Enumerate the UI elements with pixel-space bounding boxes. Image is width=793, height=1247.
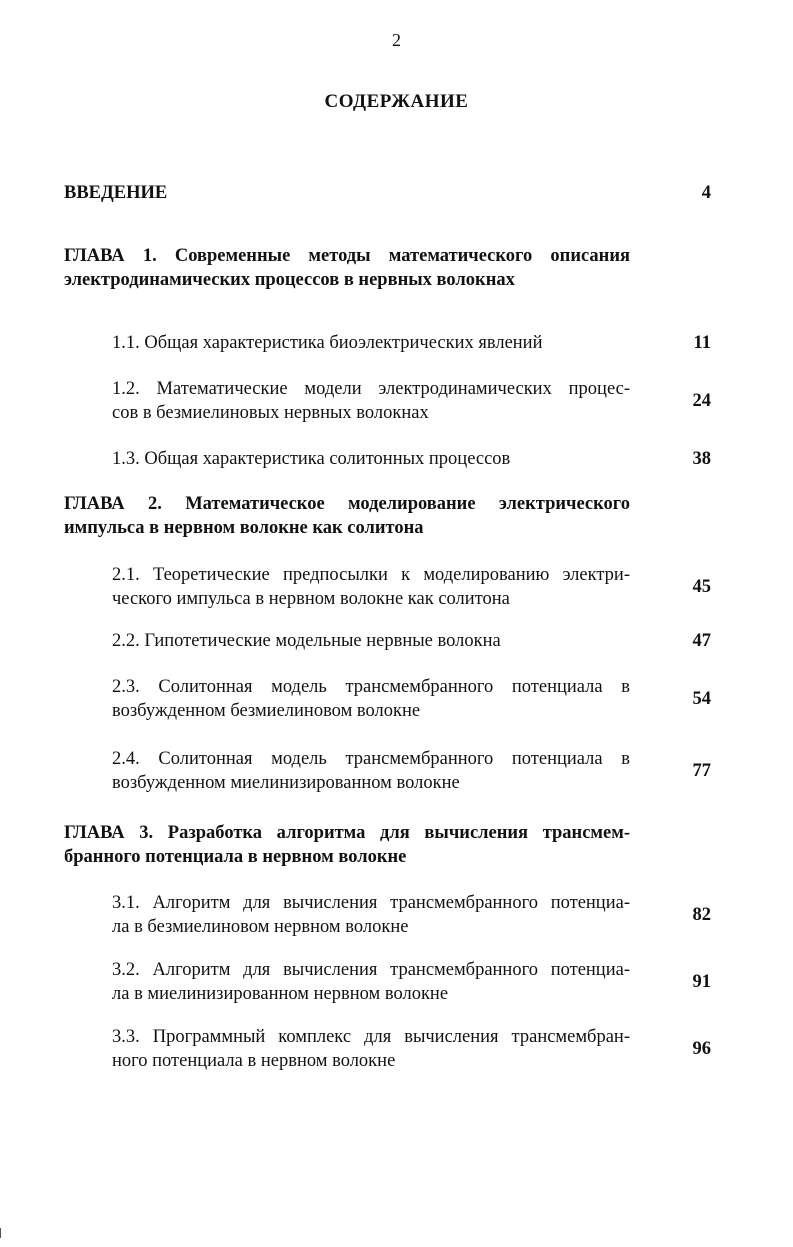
toc-entry-1-2 — [112, 377, 711, 425]
section-2-2-text: 2.2. Гипотетические модельные нервные волокна — [112, 631, 501, 651]
section-3-3-line-1: 3.3. Программный комплекс для вычисления трансмембран- — [112, 1027, 630, 1047]
toc-entry-2-3 — [112, 675, 711, 723]
section-2-1-line-1: 2.1. Теоретические предпосылки к моделированию электри- — [112, 565, 630, 585]
section-1-1-text: 1.1. Общая характеристика биоэлектрических явлений — [112, 333, 543, 353]
chapter-1-title-line-2: электродинамических процессов в нервных волокнах — [64, 270, 515, 290]
section-3-1-page: 82 — [692, 905, 711, 925]
section-3-1-line-2: ла в безмиелиновом нервном волокне — [112, 917, 409, 937]
section-2-4-page: 77 — [692, 761, 711, 781]
toc-entry-1-1 — [112, 331, 711, 355]
section-2-3-line-1: 2.3. Солитонная модель трансмембранного потенциала в — [112, 677, 630, 697]
chapter-3-title-line-1: ГЛАВА 3. Разработка алгоритма для вычисления трансмем- — [64, 823, 630, 843]
intro-title: ВВЕДЕНИЕ — [64, 183, 168, 203]
section-3-2-page: 91 — [692, 972, 711, 992]
section-2-1-page: 45 — [692, 577, 711, 597]
chapter-1-title-line-1: ГЛАВА 1. Современные методы математического описания — [64, 246, 630, 266]
section-2-4-line-1: 2.4. Солитонная модель трансмембранного потенциала в — [112, 749, 630, 769]
section-1-3-page: 38 — [692, 449, 711, 469]
toc-entry-3-2 — [112, 958, 711, 1006]
intro-page: 4 — [701, 183, 711, 203]
section-2-2-page: 47 — [692, 631, 711, 651]
section-3-3-line-2: ного потенциала в нервном волокне — [112, 1051, 396, 1071]
section-1-3-text: 1.3. Общая характеристика солитонных процессов — [112, 449, 511, 469]
page-number: 2 — [392, 30, 401, 50]
section-1-2-line-1: 1.2. Математические модели электродинамических процес- — [112, 379, 630, 399]
chapter-2-title-line-1: ГЛАВА 2. Математическое моделирование электрического — [64, 494, 630, 514]
toc-entry-3-3 — [112, 1025, 711, 1073]
chapter-1-heading — [64, 244, 630, 292]
section-2-1-line-2: ческого импульса в нервном волокне как солитона — [112, 589, 510, 609]
toc-entry-3-1 — [112, 891, 711, 939]
section-3-2-line-2: ла в миелинизированном нервном волокне — [112, 984, 449, 1004]
chapter-2-title-line-2: импульса в нервном волокне как солитона — [64, 518, 424, 538]
chapter-3-heading — [64, 821, 630, 869]
section-3-3-page: 96 — [692, 1039, 711, 1059]
section-1-2-line-2: сов в безмиелиновых нервных волокнах — [112, 403, 429, 423]
toc-entry-2-2 — [112, 629, 711, 653]
section-3-2-line-1: 3.2. Алгоритм для вычисления трансмембранного потенциа- — [112, 960, 630, 980]
chapter-3-title-line-2: бранного потенциала в нервном волокне — [64, 847, 407, 867]
section-2-3-page: 54 — [692, 689, 711, 709]
section-3-1-line-1: 3.1. Алгоритм для вычисления трансмембранного потенциа- — [112, 893, 630, 913]
section-1-1-page: 11 — [693, 333, 711, 353]
chapter-2-heading — [64, 492, 630, 540]
toc-entry-intro — [64, 181, 711, 205]
toc-entry-1-3 — [112, 447, 711, 471]
scan-edge-mark — [0, 1228, 1, 1238]
section-2-3-line-2: возбужденном безмиелиновом волокне — [112, 701, 421, 721]
section-2-4-line-2: возбужденном миелинизированном волокне — [112, 773, 460, 793]
toc-entry-2-1 — [112, 563, 711, 611]
section-1-2-page: 24 — [692, 391, 711, 411]
toc-title: СОДЕРЖАНИЕ — [324, 91, 469, 112]
toc-entry-2-4 — [112, 747, 711, 795]
